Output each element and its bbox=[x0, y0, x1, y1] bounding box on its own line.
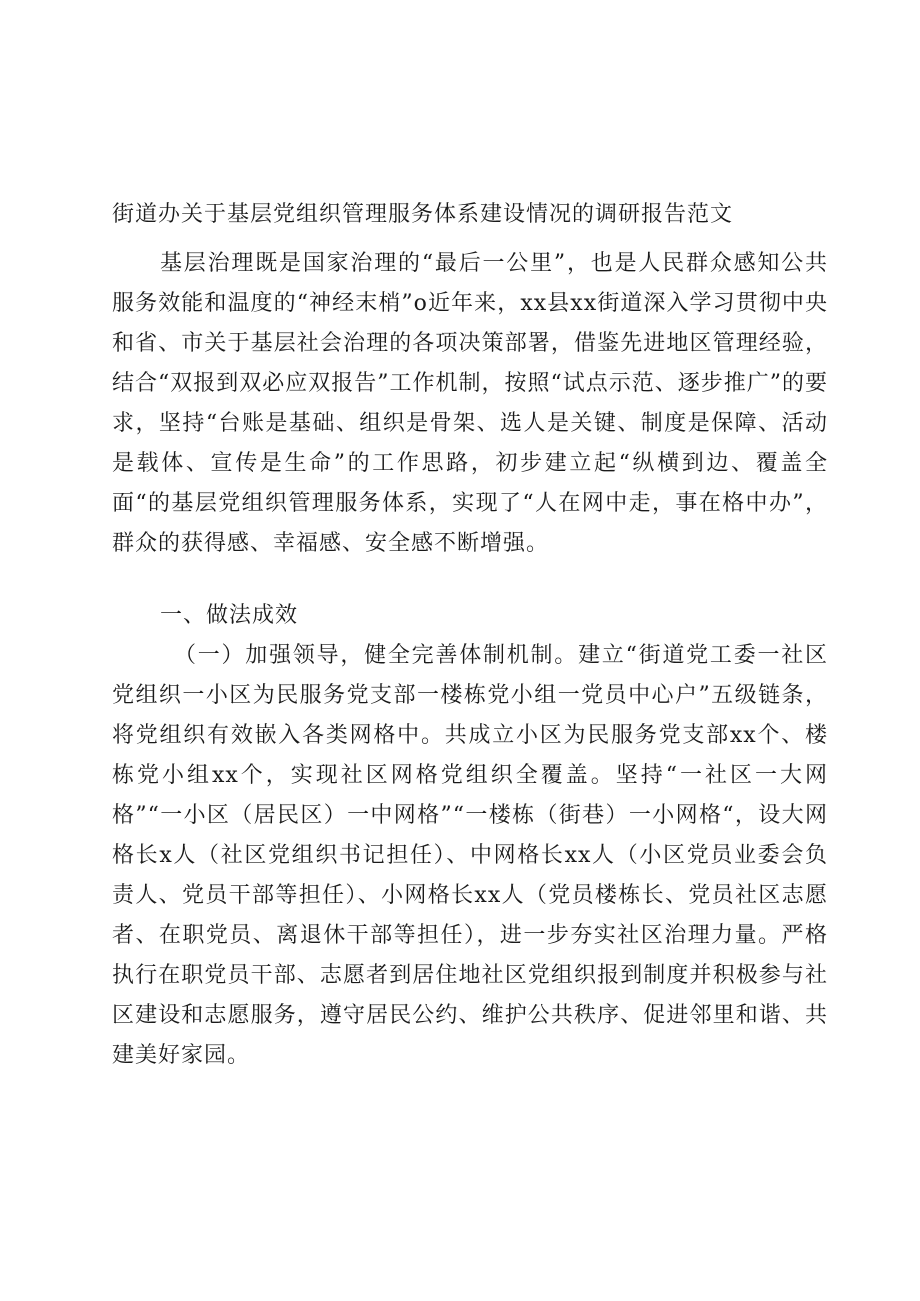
subsection-paragraph-leadership: （一）加强领导，健全完善体制机制。建立“街道党工委一社区党组织一小区为民服务党支部一楼栋党小组一党员中心户”五级链条，将党组织有效嵌入各类网格中。共成立小区为民服务党支部xx个、楼栋党小组xx个，实现社区网格党组织全覆盖。坚持“一社区一大网格”“一小区（居民区）一中网格”“一楼栋（街巷）一小网格“，设大网格长x人（社区党组织书记担任）、中网格长xx人（小区党员业委会负责人、党员干部等担任）、小网格长xx人（党员楼栋长、党员社区志愿者、在职党员、离退休干部等担任），进一步夯实社区治理力量。严格执行在职党员干部、志愿者到居住地社区党组织报到制度并积极参与社区建设和志愿服务，遵守居民公约、维护公共秩序、促进邻里和谐、共建美好家园。 bbox=[112, 643, 828, 1068]
document-title: 街道办关于基层党组织管理服务体系建设情况的调研报告范文 bbox=[112, 202, 734, 227]
intro-paragraph: 基层治理既是国家治理的“最后一公里”，也是人民群众感知公共服务效能和温度的“神经末梢”o近年来，xx县xx街道深入学习贯彻中央和省、市关于基层社会治理的各项决策部署，借鉴先进地区管理经验，结合“双报到双必应双报告”工作机制，按照“试点示范、逐步推广”的要求，坚持“台账是基础、组织是骨架、选人是关键、制度是保障、活动是载体、宣传是生命”的工作思路，初步建立起“纵横到边、覆盖全面“的基层党组织管理服务体系，实现了“人在网中走，事在格中办”，群众的获得感、幸福感、安全感不断增强。 bbox=[112, 251, 828, 556]
section-heading-practices-results: 一、做法成效 bbox=[160, 603, 299, 628]
